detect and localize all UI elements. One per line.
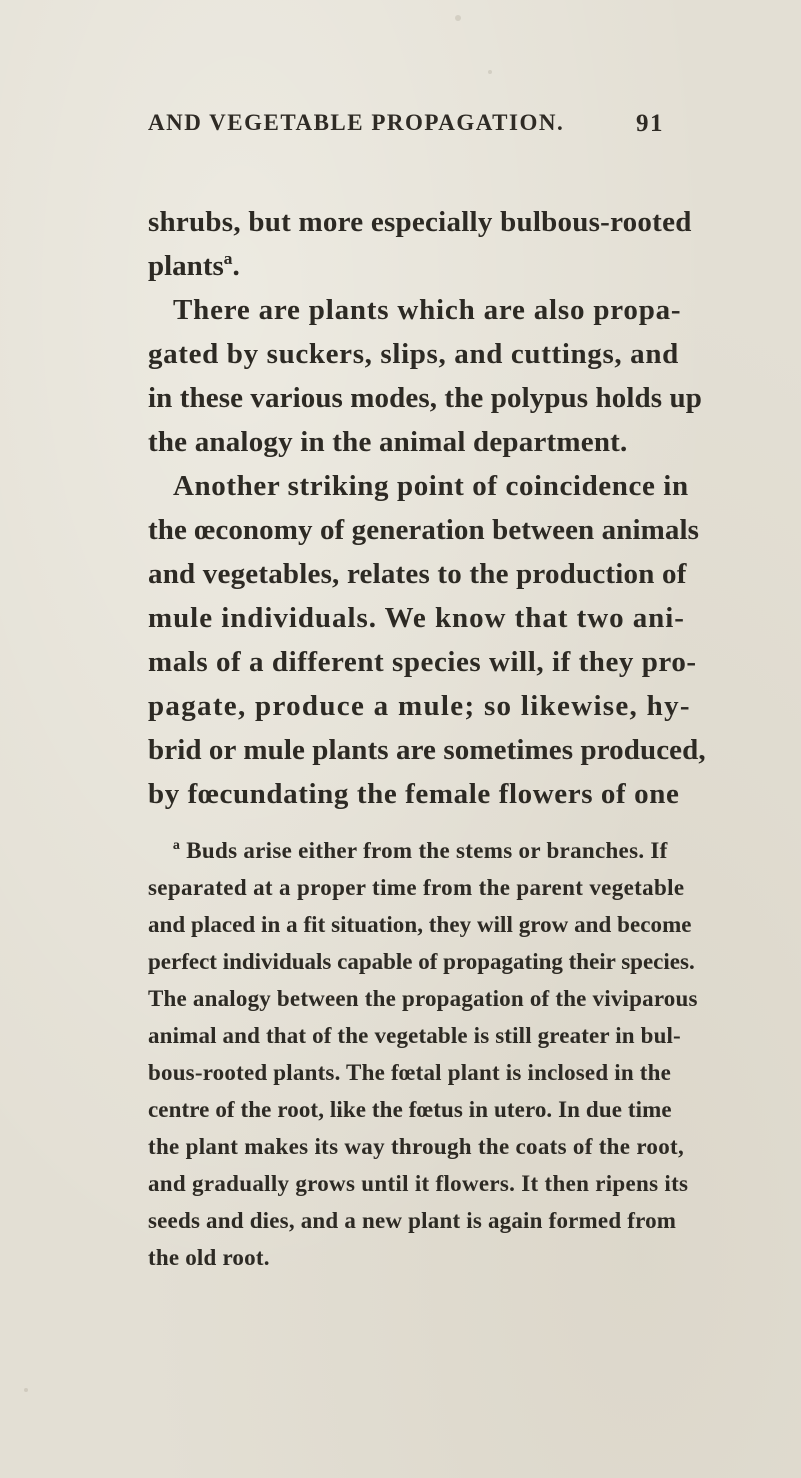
text-line: pagate, produce a mule; so likewise, hy- <box>148 690 691 722</box>
paper-blemish <box>455 15 461 21</box>
text-line: the analogy in the animal department. <box>148 426 628 458</box>
text-line: shrubs, but more especially bulbous-rooted <box>148 206 692 238</box>
footnote-line: the plant makes its way through the coats of the root, <box>148 1134 685 1159</box>
paper-blemish <box>24 1388 28 1392</box>
footnote-line: separated at a proper time from the parent vegetable <box>148 875 685 900</box>
text-line: Another striking point of coincidence in <box>173 470 689 502</box>
footnote-line: seeds and dies, and a new plant is again formed from <box>148 1208 677 1233</box>
footnote-line: bous-rooted plants. The fœtal plant is inclosed in the <box>148 1060 672 1085</box>
footnote-line: and placed in a fit situation, they will grow and become <box>148 912 692 937</box>
text-line: and vegetables, relates to the production of <box>148 558 687 590</box>
running-header <box>148 110 664 150</box>
text-line: mule individuals. We know that two ani- <box>148 602 685 634</box>
footnote-line: and gradually grows until it flowers. It then ripens its <box>148 1171 689 1196</box>
running-title: AND VEGETABLE PROPAGATION. <box>148 110 565 135</box>
text-line: by fœcundating the female flowers of one <box>148 778 680 810</box>
page-number: 91 <box>636 110 664 137</box>
footnote-line: animal and that of the vegetable is still greater in bul- <box>148 1023 681 1048</box>
footnote-line: the old root. <box>148 1245 270 1270</box>
footnote-line: perfect individuals capable of propagating their species. <box>148 949 695 974</box>
text-line: the œconomy of generation between animals <box>148 514 700 546</box>
footnote-line: The analogy between the propagation of the viviparous <box>148 986 698 1011</box>
text-line: in these various modes, the polypus holds up <box>148 382 702 414</box>
footnote-line: centre of the root, like the fœtus in utero. In due time <box>148 1097 672 1122</box>
paper-blemish <box>488 70 492 74</box>
text-line: plantsª. <box>148 250 240 282</box>
text-line: mals of a different species will, if they pro- <box>148 646 697 678</box>
footnote-line: ª Buds arise either from the stems or branches. If <box>173 838 668 863</box>
text-line: brid or mule plants are sometimes produced, <box>148 734 706 766</box>
text-line: There are plants which are also propa- <box>173 294 682 326</box>
text-line: gated by suckers, slips, and cuttings, and <box>148 338 679 370</box>
